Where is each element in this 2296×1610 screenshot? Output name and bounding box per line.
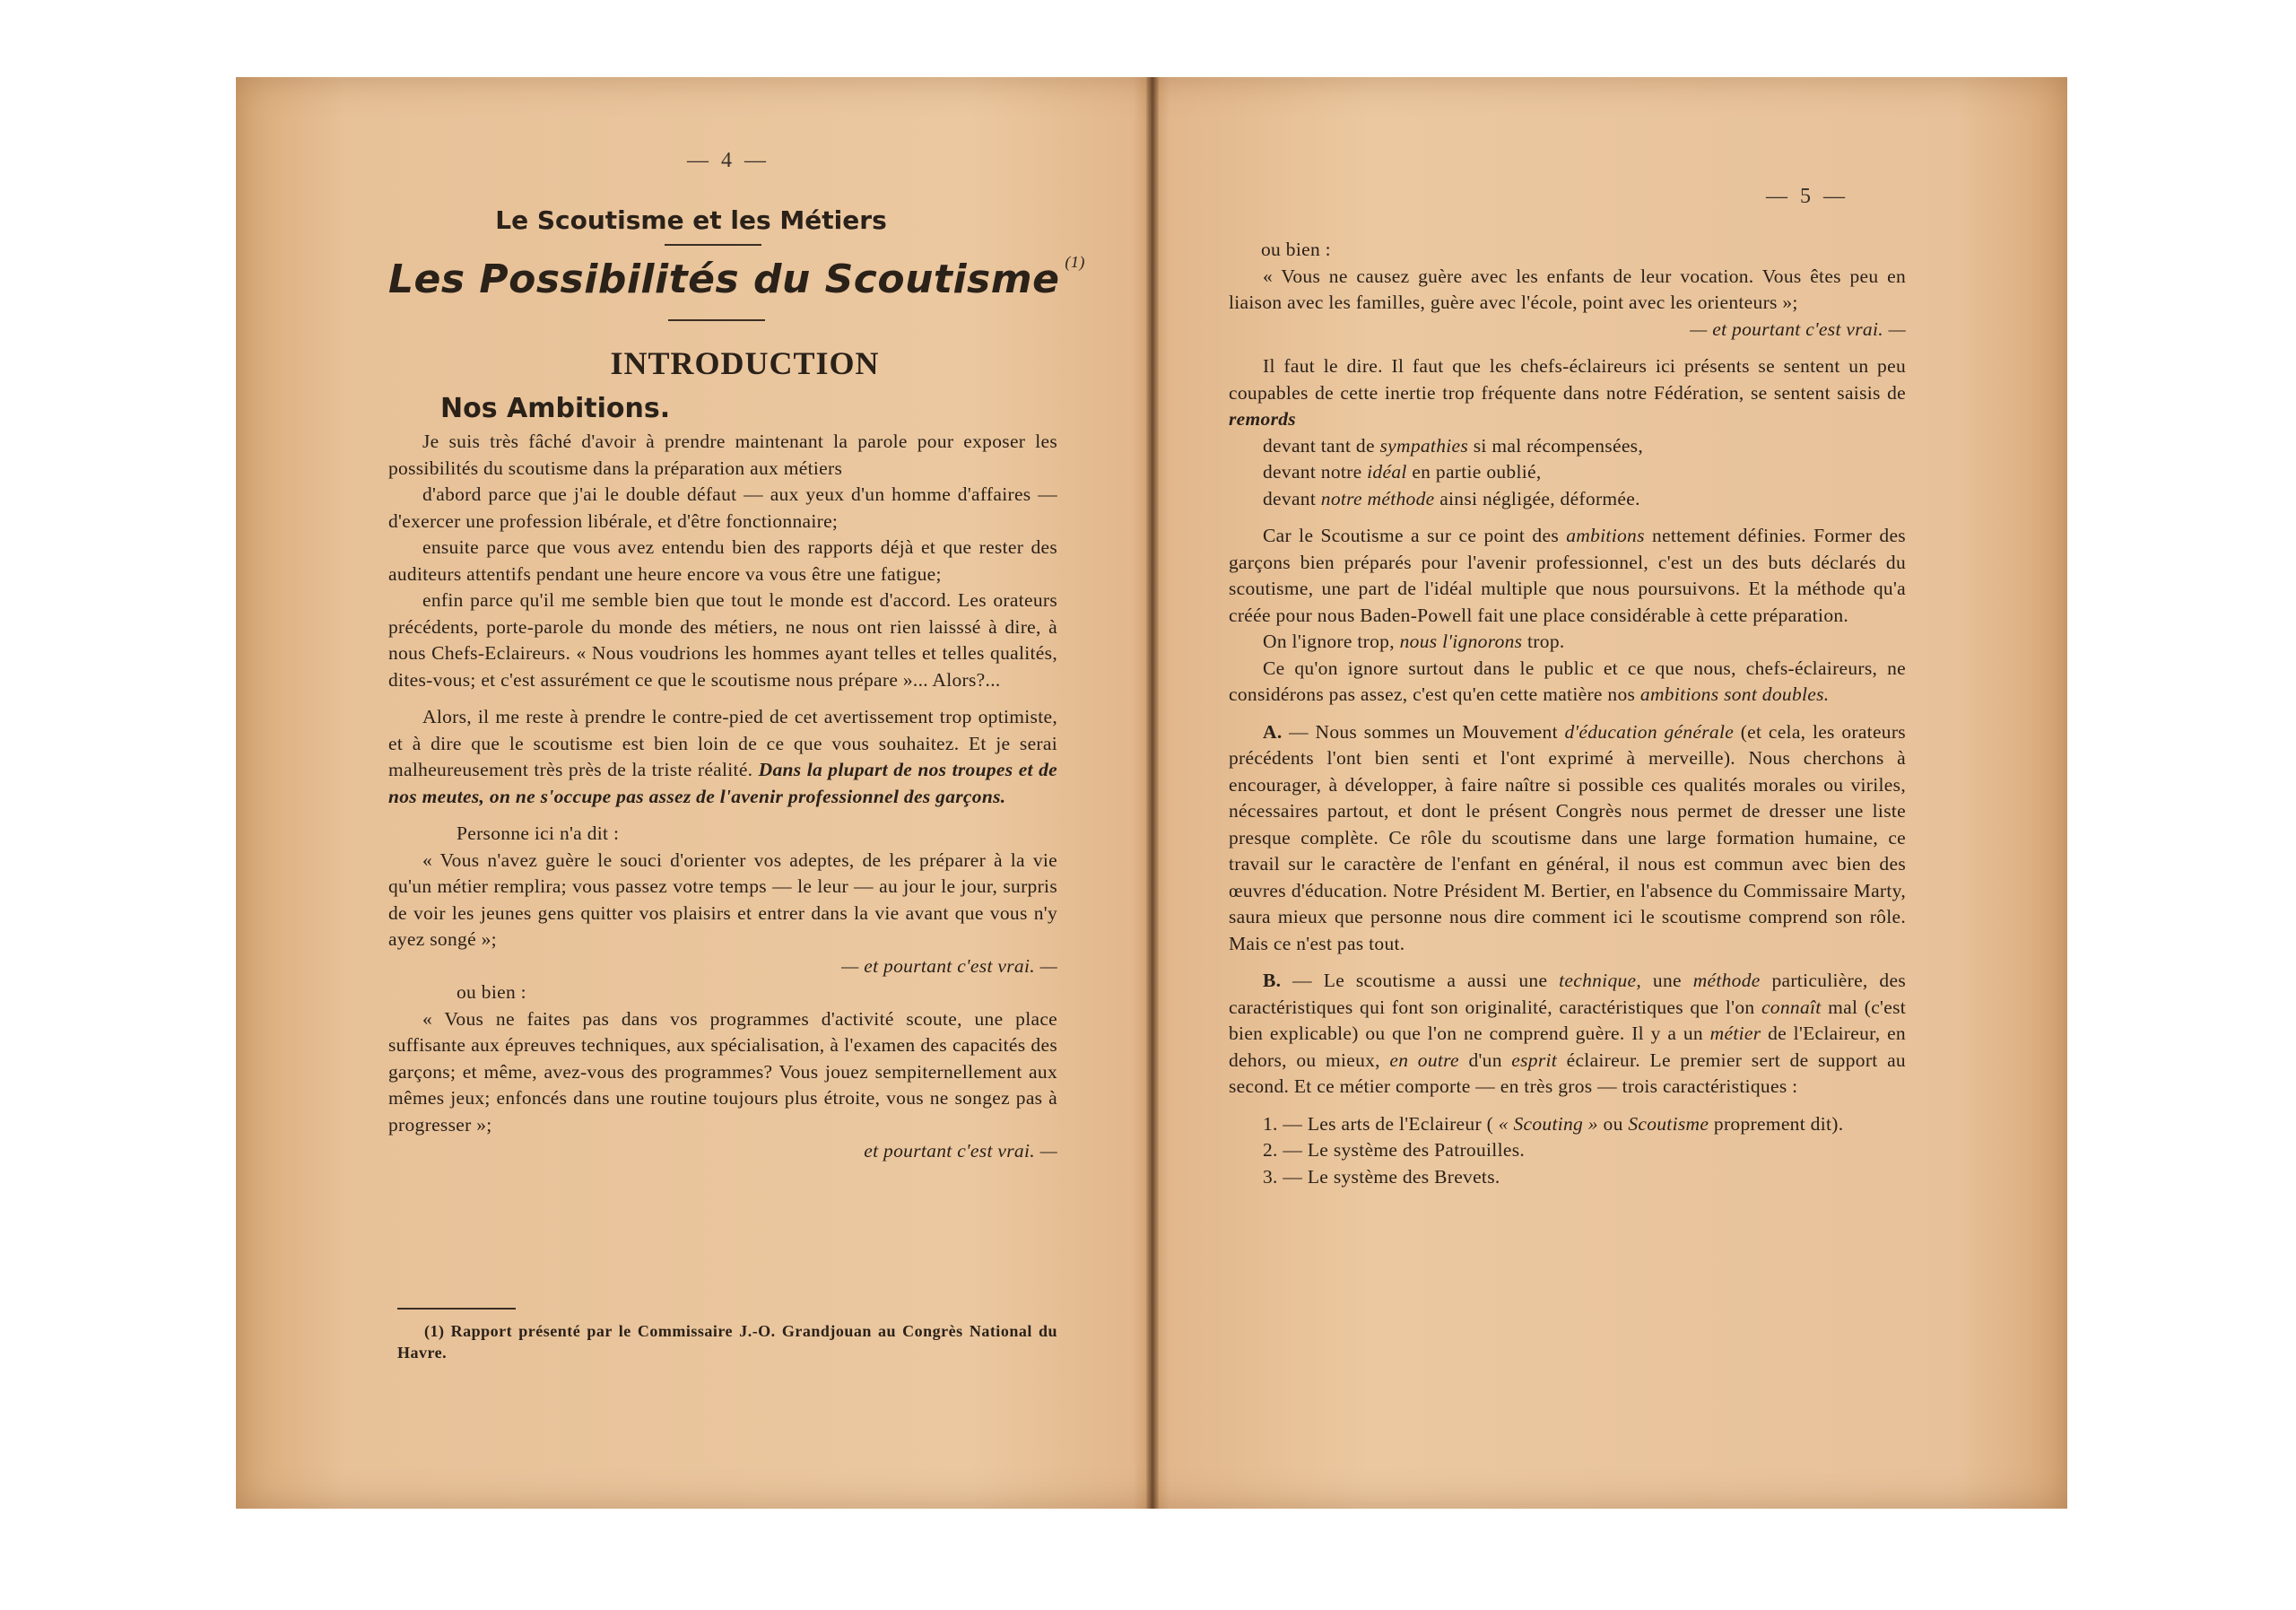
introduction-text: INTRODUCTION [610,345,880,381]
list-line [1229,459,1906,486]
paragraph-text: si mal récompensées, [1473,434,1644,457]
book-spine [1146,77,1159,1509]
paragraph-text: en partie oublié, [1412,461,1542,483]
emphasis-text: « Scouting » [1498,1112,1598,1135]
paragraph: Personne ici n'a dit : [457,822,620,844]
introduction-heading [236,344,1146,382]
section-heading-text: Le Scoutisme et les Métiers [495,205,887,235]
emphasis-text: connaît [1761,996,1822,1018]
emphasis-text: Dans la plupart de nos troupes et de nos meutes, on ne s'occupe pas assez de l'avenir professionnel des garçons. [388,759,1057,807]
title-note-marker: (1) [1065,253,1085,271]
paragraph-text: mal (c'est bien explicable) ou que l'on ne comprend guère. Il y a un [1229,996,1907,1044]
paragraph-text: devant notre [1263,461,1362,483]
emphasis-text: notre méthode [1320,487,1435,509]
emphasis-text: Scoutisme [1628,1112,1709,1135]
paragraph: d'abord parce que j'ai le double défaut — aux yeux d'un homme d'affaires — d'exercer une profession libérale, et d'être fonctionnaire; [388,483,1057,532]
page-number: — 4 — [687,149,770,172]
page-title-text: Les Possibilités du Scoutisme [388,257,1060,302]
paragraph-text: particulière, des caractéristiques qui font son originalité, caractéristiques que l'on [1229,970,1906,1018]
emphasis-text: sympathies [1379,434,1469,457]
paragraph-text: — Nous sommes un Mouvement [1289,720,1558,743]
paragraph-text: ainsi négligée, déformée. [1439,487,1640,509]
list-item: 2. — Le système des Patrouilles. [1263,1139,1526,1161]
quotation: « Vous ne causez guère avec les enfants de leur vocation. Vous êtes peu en liaison avec les familles, guère avec l'école, point avec les orienteurs »; [1229,265,1906,313]
emphasis-text: technique, [1559,970,1642,991]
emphasis-text: nous l'ignorons [1399,631,1523,652]
paragraph: ou bien : [457,981,526,1003]
paragraph-text: ou [1603,1112,1623,1135]
paragraph-text: de l'Eclaireur, en dehors, ou mieux, [1229,1023,1906,1071]
paragraph-text: devant [1263,487,1317,509]
emphasis-text: remords [1229,408,1296,430]
subheading: Nos Ambitions. [440,393,671,424]
footnote [397,1320,1057,1363]
paragraph [1229,968,1906,1101]
paragraph-text: Alors, il me reste à prendre le contre-pied de cet avertissement trop optimiste, et à dire que le scoutisme est bien loin de ce que vous souhaitez. Et je serai malheureusement très près de la triste réalité. [388,706,1057,780]
paragraph [1229,523,1906,629]
paragraph-text: — Le scoutisme a aussi une [1292,970,1548,991]
quotation: « Vous ne faites pas dans vos programmes d'activité scoute, une place suffisante aux épreuves techniques, aux spécialisation, à l'examen des capacités des garçons; et même, avez-vous des programmes? Vous jouez sempiternellement aux mêmes jeux; enfoncés dans une routine toujours plus étroite, vous ne songez pas à progresser »; [388,1007,1057,1136]
paragraph: Je suis très fâché d'avoir à prendre maintenant la parole pour exposer les possibilités du scoutisme dans la préparation aux métiers [388,431,1057,479]
emphasis-text: esprit [1511,1049,1558,1071]
quotation-refrain [388,953,1057,980]
emphasis-text: d'éducation générale [1564,720,1735,743]
right-page [1159,77,2067,1509]
emphasis-text: en outre [1389,1049,1459,1071]
quotation: « Vous n'avez guère le souci d'orienter vos adeptes, de les préparer à la vie qu'un métier remplira; vous passez votre temps — le leur — au jour le jour, surpris de voir les jeunes gens quitter vos plaisirs et entrer dans la vie avant que vous n'y ayez songé »; [388,849,1057,950]
emphasis-text: ambitions sont doubles. [1639,683,1830,705]
paragraph-text: Car le Scoutisme a sur ce point des [1263,525,1559,546]
paragraph-text: d'un [1468,1049,1502,1071]
paragraph-text: On l'ignore trop, [1263,631,1395,652]
emphasis-text: ambitions [1566,525,1645,546]
paragraph-text: Il faut le dire. Il faut que les chefs-éclaireurs ici présents se sentent un peu coupables de cette inertie trop fréquente dans notre Fédération, se sentent saisis de [1229,355,1906,404]
book-spread [236,77,2067,1509]
refrain-text: — et pourtant c'est vrai. — [841,954,1057,977]
right-body-text [1229,237,1906,1190]
page-number: — 5 — [1766,185,1848,208]
emphasis-text: méthode [1692,970,1761,991]
paragraph [1229,719,1906,958]
footnote-rule [397,1308,516,1310]
paragraph-text: proprement dit). [1713,1112,1844,1135]
list-item: 3. — Le système des Brevets. [1263,1165,1500,1188]
paragraph-text: une [1652,970,1682,991]
title-rule [668,319,765,321]
left-body-text [388,429,1057,1165]
section-label: A. [1263,720,1283,743]
paragraph-text: Ce qu'on ignore surtout dans le public et ce que nous, chefs-éclaireurs, ne considérons pas assez, c'est qu'en cette matière nos [1229,657,1906,705]
paragraph-text: 1. — Les arts de l'Eclaireur ( [1263,1112,1494,1135]
quotation-refrain [388,1138,1057,1165]
paragraph-text: trop. [1527,631,1565,652]
paragraph-text: devant tant de [1263,434,1375,457]
refrain-text: et pourtant c'est vrai. — [864,1140,1057,1162]
page-title [388,253,1085,302]
section-heading [236,205,1146,235]
footnote-text: (1) Rapport présenté par le Commissaire J.-O. Grandjouan au Congrès National du Havre. [397,1322,1057,1362]
list-line [1229,433,1906,460]
heading-rule [665,244,761,246]
paragraph [1229,353,1906,433]
refrain-text: — et pourtant c'est vrai. — [1690,318,1906,340]
paragraph-text: nettement définies. Former des garçons bien préparés pour l'avenir professionnel, c'est un des buts déclarés du scoutisme, une part de l'idéal multiple que nous poursuivons. Et la méthode qu'a créée pour nous Baden-Powell fait une place considérable à cette préparation. [1229,525,1906,626]
paragraph-text: éclaireur. Le premier sert de support au second. Et ce métier comporte — en très gros — trois caractéristiques : [1229,1049,1906,1097]
paragraph [1229,656,1906,709]
list-item [1229,1111,1906,1138]
paragraph: enfin parce qu'il me semble bien que tout le monde est d'accord. Les orateurs précédents, porte-parole du monde des métiers, ne nous ont rien laisssé à dire, à nous Chefs-Eclaireurs. « Nous voudrions les hommes ayant telles et telles qualités, dites-vous; et c'est assurément ce que le scoutisme nous prépare »... Alors?... [388,589,1057,691]
paragraph: ensuite parce que vous avez entendu bien des rapports déjà et que rester des auditeurs attentifs pendant une heure encore va vous être une fatigue; [388,536,1057,585]
quotation-refrain [1229,317,1906,344]
paragraph-text: (et cela, les orateurs précédents l'ont bien senti et l'ont exprimé à merveille). Nous cherchons à encourager, à développer, à faire naître si possible ces qualités morales ou viriles, nécessaires partout, et dont le présent Congrès nous permet de dresser une liste presque complète. Ce rôle du scoutisme dans une large formation humaine, ce travail sur le caractère de l'enfant en général, il nous est commun avec bien des œuvres d'éducation. Notre Président M. Bertier, en l'absence du Commissaire Marty, saura mieux que personne nous dire comment ici le scoutisme comprend son rôle. Mais ce n'est pas tout. [1229,720,1906,954]
section-label: B. [1263,970,1282,991]
emphasis-text: métier [1709,1023,1761,1044]
paragraph [1229,629,1906,656]
left-page [236,77,1146,1509]
paragraph: ou bien : [1261,239,1331,260]
paragraph [388,704,1057,810]
emphasis-text: idéal [1367,461,1407,483]
list-line [1229,486,1906,513]
